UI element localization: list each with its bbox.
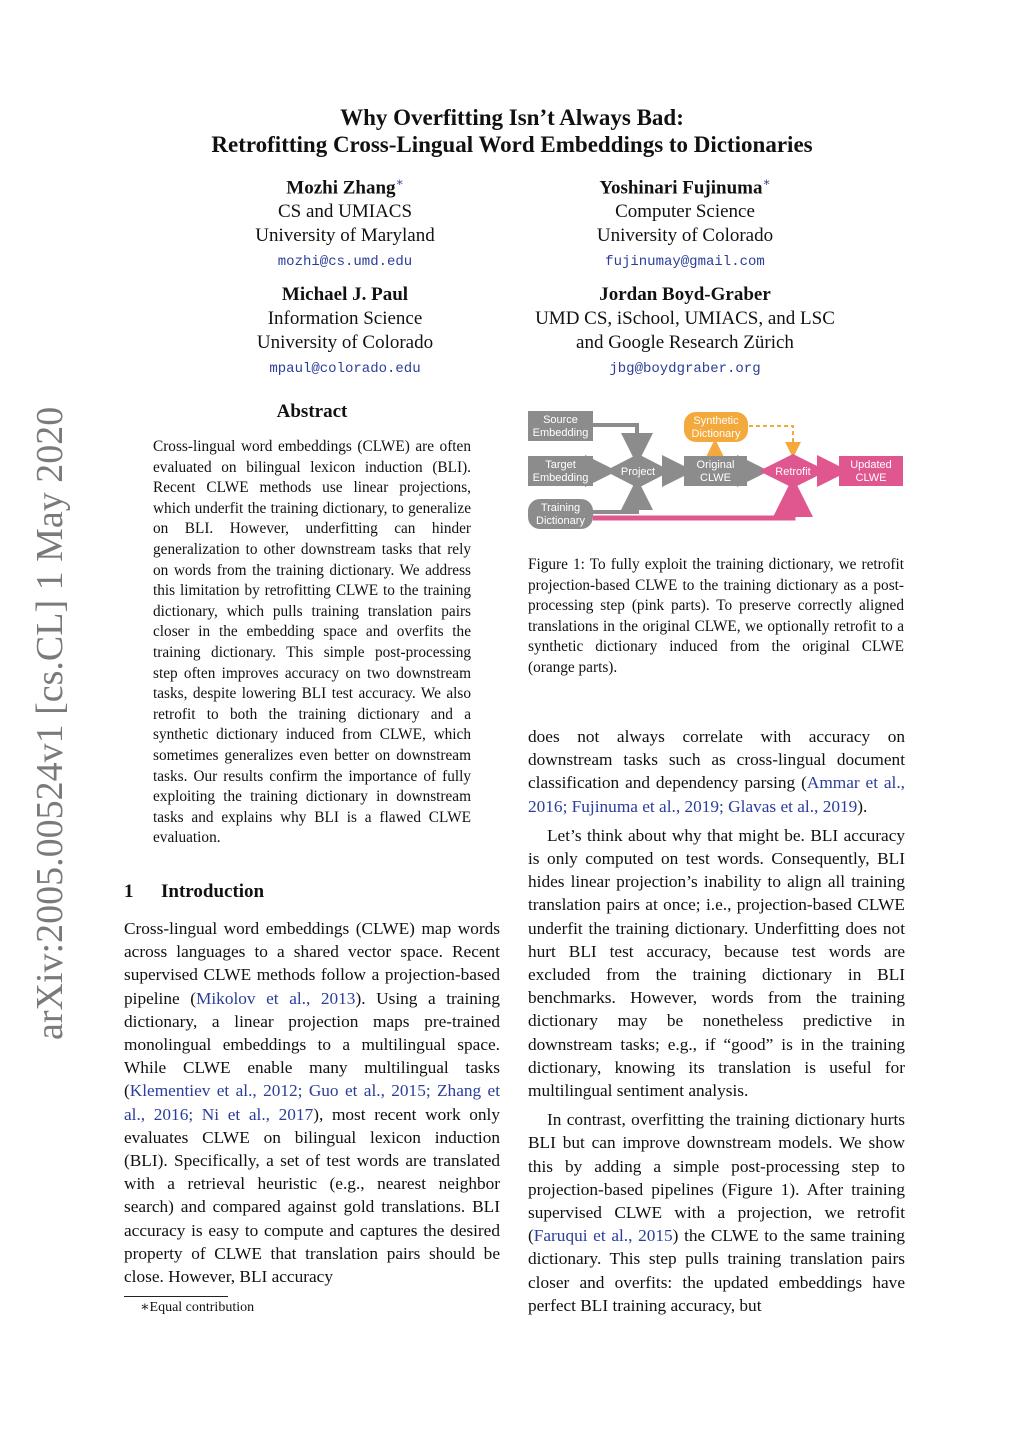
author-block-1	[190, 170, 500, 276]
text-run: In contrast, overfitting the training dictionary hurts BLI but can improve downstream models. We show this by adding a simple post-processing step to projection-based pipelines (Figure 1). After training supervised CLWE with a projection, we retrofit (	[528, 1110, 905, 1246]
node-source-label-2: Embedding	[532, 427, 589, 439]
footnote-rule	[124, 1296, 228, 1297]
equal-contrib-mark: ∗	[395, 175, 404, 189]
author-name: Yoshinari Fujinuma	[599, 177, 763, 199]
node-target-label-2: Embedding	[532, 472, 589, 484]
paper-title-line1: Why Overfitting Isn’t Always Bad:	[340, 105, 684, 130]
author-email[interactable]: mozhi@cs.umd.edu	[277, 254, 413, 271]
node-source-label-1: Source	[543, 414, 578, 426]
node-training-label-1: Training	[540, 502, 581, 514]
edge-source-project	[593, 425, 637, 453]
text-run: ), most recent work only evaluates CLWE on bilingual lexicon induction (BLI). Specifically, a set of test words are translated with a retrieval heuristic (e.g., nearest neighbor search) and compared against gold translations. BLI accuracy is easy to compute and captures the desired property of CLWE that translation pairs should be close. However, BLI accuracy	[124, 1104, 500, 1287]
section-number: 1	[124, 881, 134, 902]
node-updated-label-2: CLWE	[855, 472, 887, 484]
intro-paragraph	[124, 917, 500, 1288]
paper-title-line2: Retrofitting Cross-Lingual Word Embeddings to Dictionaries	[211, 132, 813, 157]
author-university: University of Colorado	[596, 225, 774, 247]
author-block-2	[530, 170, 840, 276]
author-affiliation: Computer Science	[615, 201, 755, 223]
citation-link[interactable]: Klementiev et al., 2012; Guo et al., 2015; Zhang et al., 2016; Ni et al., 2017	[124, 1081, 500, 1124]
abstract-heading: Abstract	[276, 401, 348, 422]
node-updated-label-1: Updated	[850, 459, 892, 471]
citation-link[interactable]: Mikolov et al., 2013	[196, 988, 356, 1008]
author-affiliation: CS and UMIACS	[277, 201, 413, 223]
author-name: Mozhi Zhang	[286, 177, 396, 199]
figure-caption: Figure 1: To fully exploit the training dictionary, we retrofit projection-based CLWE to the training dictionary as a post-processing step (pink parts). To preserve correctly aligned translations in the original CLWE, we optionally retrofit to a synthetic dictionary induced from the original CLWE (orange parts).	[528, 556, 904, 676]
figure-1-diagram	[525, 408, 911, 536]
node-training-label-2: Dictionary	[536, 515, 585, 527]
right-column-text	[528, 725, 905, 1317]
node-synthetic-label-2: Dictionary	[691, 428, 741, 440]
text-run: does not always correlate with accuracy on downstream tasks such as cross-lingual document classification and dependency parsing (	[528, 727, 905, 793]
text-run: Cross-lingual word embeddings (CLWE) map words across languages to a shared vector space. Recent supervised CLWE methods follow a projection-based pipeline (	[124, 919, 500, 1008]
author-affiliation: Information Science	[267, 308, 423, 329]
node-project-label: Project	[620, 466, 656, 478]
text-run: ) the CLWE to the same training dictionary. This step pulls training translation pairs closer and overfits: the updated embeddings have perfect BLI training accuracy, but	[528, 1226, 905, 1315]
edge-synthetic-retrofit	[749, 426, 793, 452]
edge-training-project	[593, 490, 637, 512]
paragraph	[528, 1108, 905, 1317]
author-university: and Google Research Zürich	[576, 332, 794, 353]
paragraph	[528, 725, 905, 818]
author-name: Jordan Boyd-Graber	[599, 284, 771, 305]
author-university: University of Colorado	[256, 332, 434, 353]
paragraph: Let’s think about why that might be. BLI accuracy is only computed on test words. Consequently, BLI hides linear projection’s inability to align all training translation pairs at once; i.e., projection-based CLWE underfit the training dictionary. Underfitting does not hurt BLI test accuracy, because test words are excluded from the training dictionary in BLI benchmarks. However, words from the training dictionary may be nonetheless predictive in downstream tasks; e.g., if “good” is in the training dictionary, knowing its translation is useful for multilingual sentiment analysis.	[528, 825, 905, 1101]
footnote: ∗Equal contribution	[140, 1300, 255, 1315]
text-run: ).	[857, 796, 868, 816]
equal-contrib-mark: ∗	[762, 175, 771, 189]
node-original-label-1: Original	[696, 459, 735, 471]
author-email[interactable]: mpaul@colorado.edu	[269, 361, 421, 377]
section-heading	[124, 881, 264, 903]
author-university: University of Maryland	[255, 225, 435, 247]
citation-link[interactable]: Faruqui et al., 2015	[533, 1226, 673, 1246]
edge-training-retrofit	[593, 492, 793, 518]
node-retrofit-label: Retrofit	[775, 466, 811, 478]
abstract-text: Cross-lingual word embeddings (CLWE) are often evaluated on bilingual lexicon induction (BLI). Recent CLWE methods use linear projections, which underfit the training dictionary, to generalize on BLI. However, underfitting can hinder generalization to other downstream tasks that rely on words from the training dictionary. We address this limitation by retrofitting CLWE to the training dictionary, which pulls training translation pairs closer in the embedding space and overfits the training dictionary. This simple post-processing step often improves accuracy on two downstream tasks, despite lowering BLI test accuracy. We also retrofit to both the training dictionary and a synthetic dictionary induced from CLWE, which sometimes generalizes even better on downstream tasks. Our results confirm the importance of fully exploiting the training dictionary in downstream tasks and explains why BLI is a flawed CLWE evaluation.	[153, 438, 471, 847]
node-synthetic-label-1: Synthetic	[693, 415, 739, 427]
section-title: Introduction	[161, 881, 265, 902]
author-name: Michael J. Paul	[281, 284, 409, 305]
author-block-4	[520, 283, 850, 383]
text-run: ). Using a training dictionary, a linear projection maps pre-trained monolingual embeddings to a multilingual space. While CLWE enable many multilingual tasks (	[124, 988, 500, 1101]
citation-link[interactable]: Ammar et al., 2016; Fujinuma et al., 2019; Glavas et al., 2019	[528, 773, 905, 816]
node-original-label-2: CLWE	[700, 472, 731, 484]
node-target-label-1: Target	[545, 459, 576, 471]
author-email[interactable]: fujinumay@gmail.com	[605, 254, 765, 271]
author-block-3	[190, 283, 500, 383]
author-affiliation: UMD CS, iSchool, UMIACS, and LSC	[535, 308, 835, 329]
arxiv-stamp: arXiv:2005.00524v1 [cs.CL] 1 May 2020	[29, 406, 71, 1040]
author-email[interactable]: jbg@boydgraber.org	[609, 361, 761, 377]
